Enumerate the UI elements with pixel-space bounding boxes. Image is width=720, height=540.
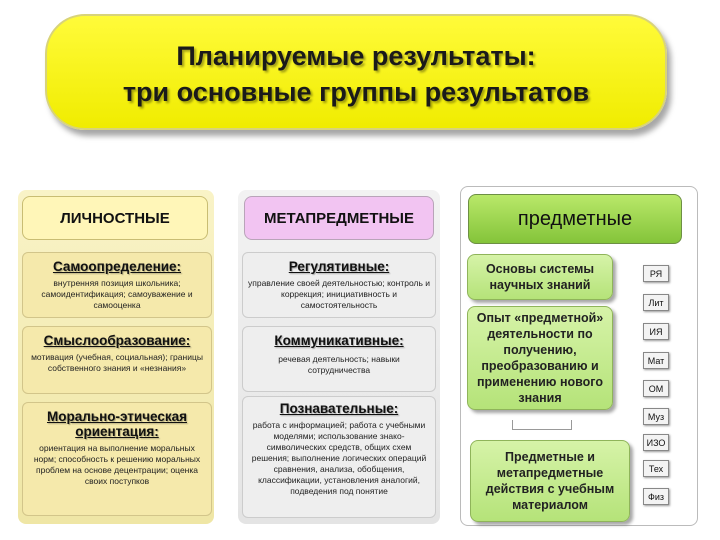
- group-title: Смыслообразование:: [43, 333, 191, 348]
- group-title: Коммуникативные:: [274, 333, 404, 348]
- connector-bracket: [512, 420, 572, 430]
- subject-tag-fiz: Физ: [643, 488, 669, 505]
- subject-tag-izo: ИЗО: [643, 434, 669, 451]
- title-line-1: Планируемые результаты:: [176, 41, 536, 71]
- subject-tag-teh: Тех: [643, 460, 669, 477]
- subject-tag-mat: Мат: [643, 352, 669, 369]
- group-text: управление своей деятельностью; контроль и коррекция; инициативность и самостоятельность: [248, 278, 430, 310]
- group-text: внутренняя позиция школьника; самоидентификация; самоуважение и самооценка: [41, 278, 193, 310]
- subject-header: предметные: [468, 194, 682, 244]
- group-regulatory: [242, 252, 436, 318]
- personal-header: ЛИЧНОСТНЫЕ: [22, 196, 208, 240]
- subject-tag-muz: Муз: [643, 408, 669, 425]
- subject-box-actions: Предметные и метапредметные действия с учебным материалом: [470, 440, 630, 522]
- group-title: Познавательные:: [279, 401, 399, 416]
- group-title: Морально-этическая ориентация:: [46, 409, 188, 439]
- metasubject-header: МЕТАПРЕДМЕТНЫЕ: [244, 196, 434, 240]
- group-self-determination: [22, 252, 212, 318]
- title-banner: [45, 14, 667, 130]
- group-moral-orientation: [22, 402, 212, 516]
- group-text: ориентация на выполнение моральных норм; способность к решению моральных проблем на основе децентрации; оценка своих поступков: [33, 443, 201, 486]
- subject-tag-lit: Лит: [643, 294, 669, 311]
- group-meaning-formation: [22, 326, 212, 394]
- group-cognitive: [242, 396, 436, 518]
- subject-box-knowledge: Основы системы научных знаний: [467, 254, 613, 300]
- subject-tag-ry: РЯ: [643, 265, 669, 282]
- group-text: речевая деятельность; навыки сотрудничества: [278, 354, 400, 375]
- group-title: Регулятивные:: [288, 259, 390, 274]
- subject-box-experience: Опыт «предметной» деятельности по получению, преобразованию и применению нового знания: [467, 306, 613, 410]
- subject-tag-om: ОМ: [643, 380, 669, 397]
- title-line-2: три основные группы результатов: [122, 77, 590, 107]
- group-title: Самоопределение:: [52, 259, 182, 274]
- group-text: работа с информацией; работа с учебными моделями; использование знако-символических средств, общих схем решения; выполнение логических операций сравнения, анализа, обобщения, классификации, установления аналогий, подведения под понятие: [251, 420, 427, 496]
- group-text: мотивация (учебная, социальная); границы собственного знания и «незнания»: [31, 352, 203, 373]
- group-communicative: [242, 326, 436, 392]
- subject-tag-iya: ИЯ: [643, 323, 669, 340]
